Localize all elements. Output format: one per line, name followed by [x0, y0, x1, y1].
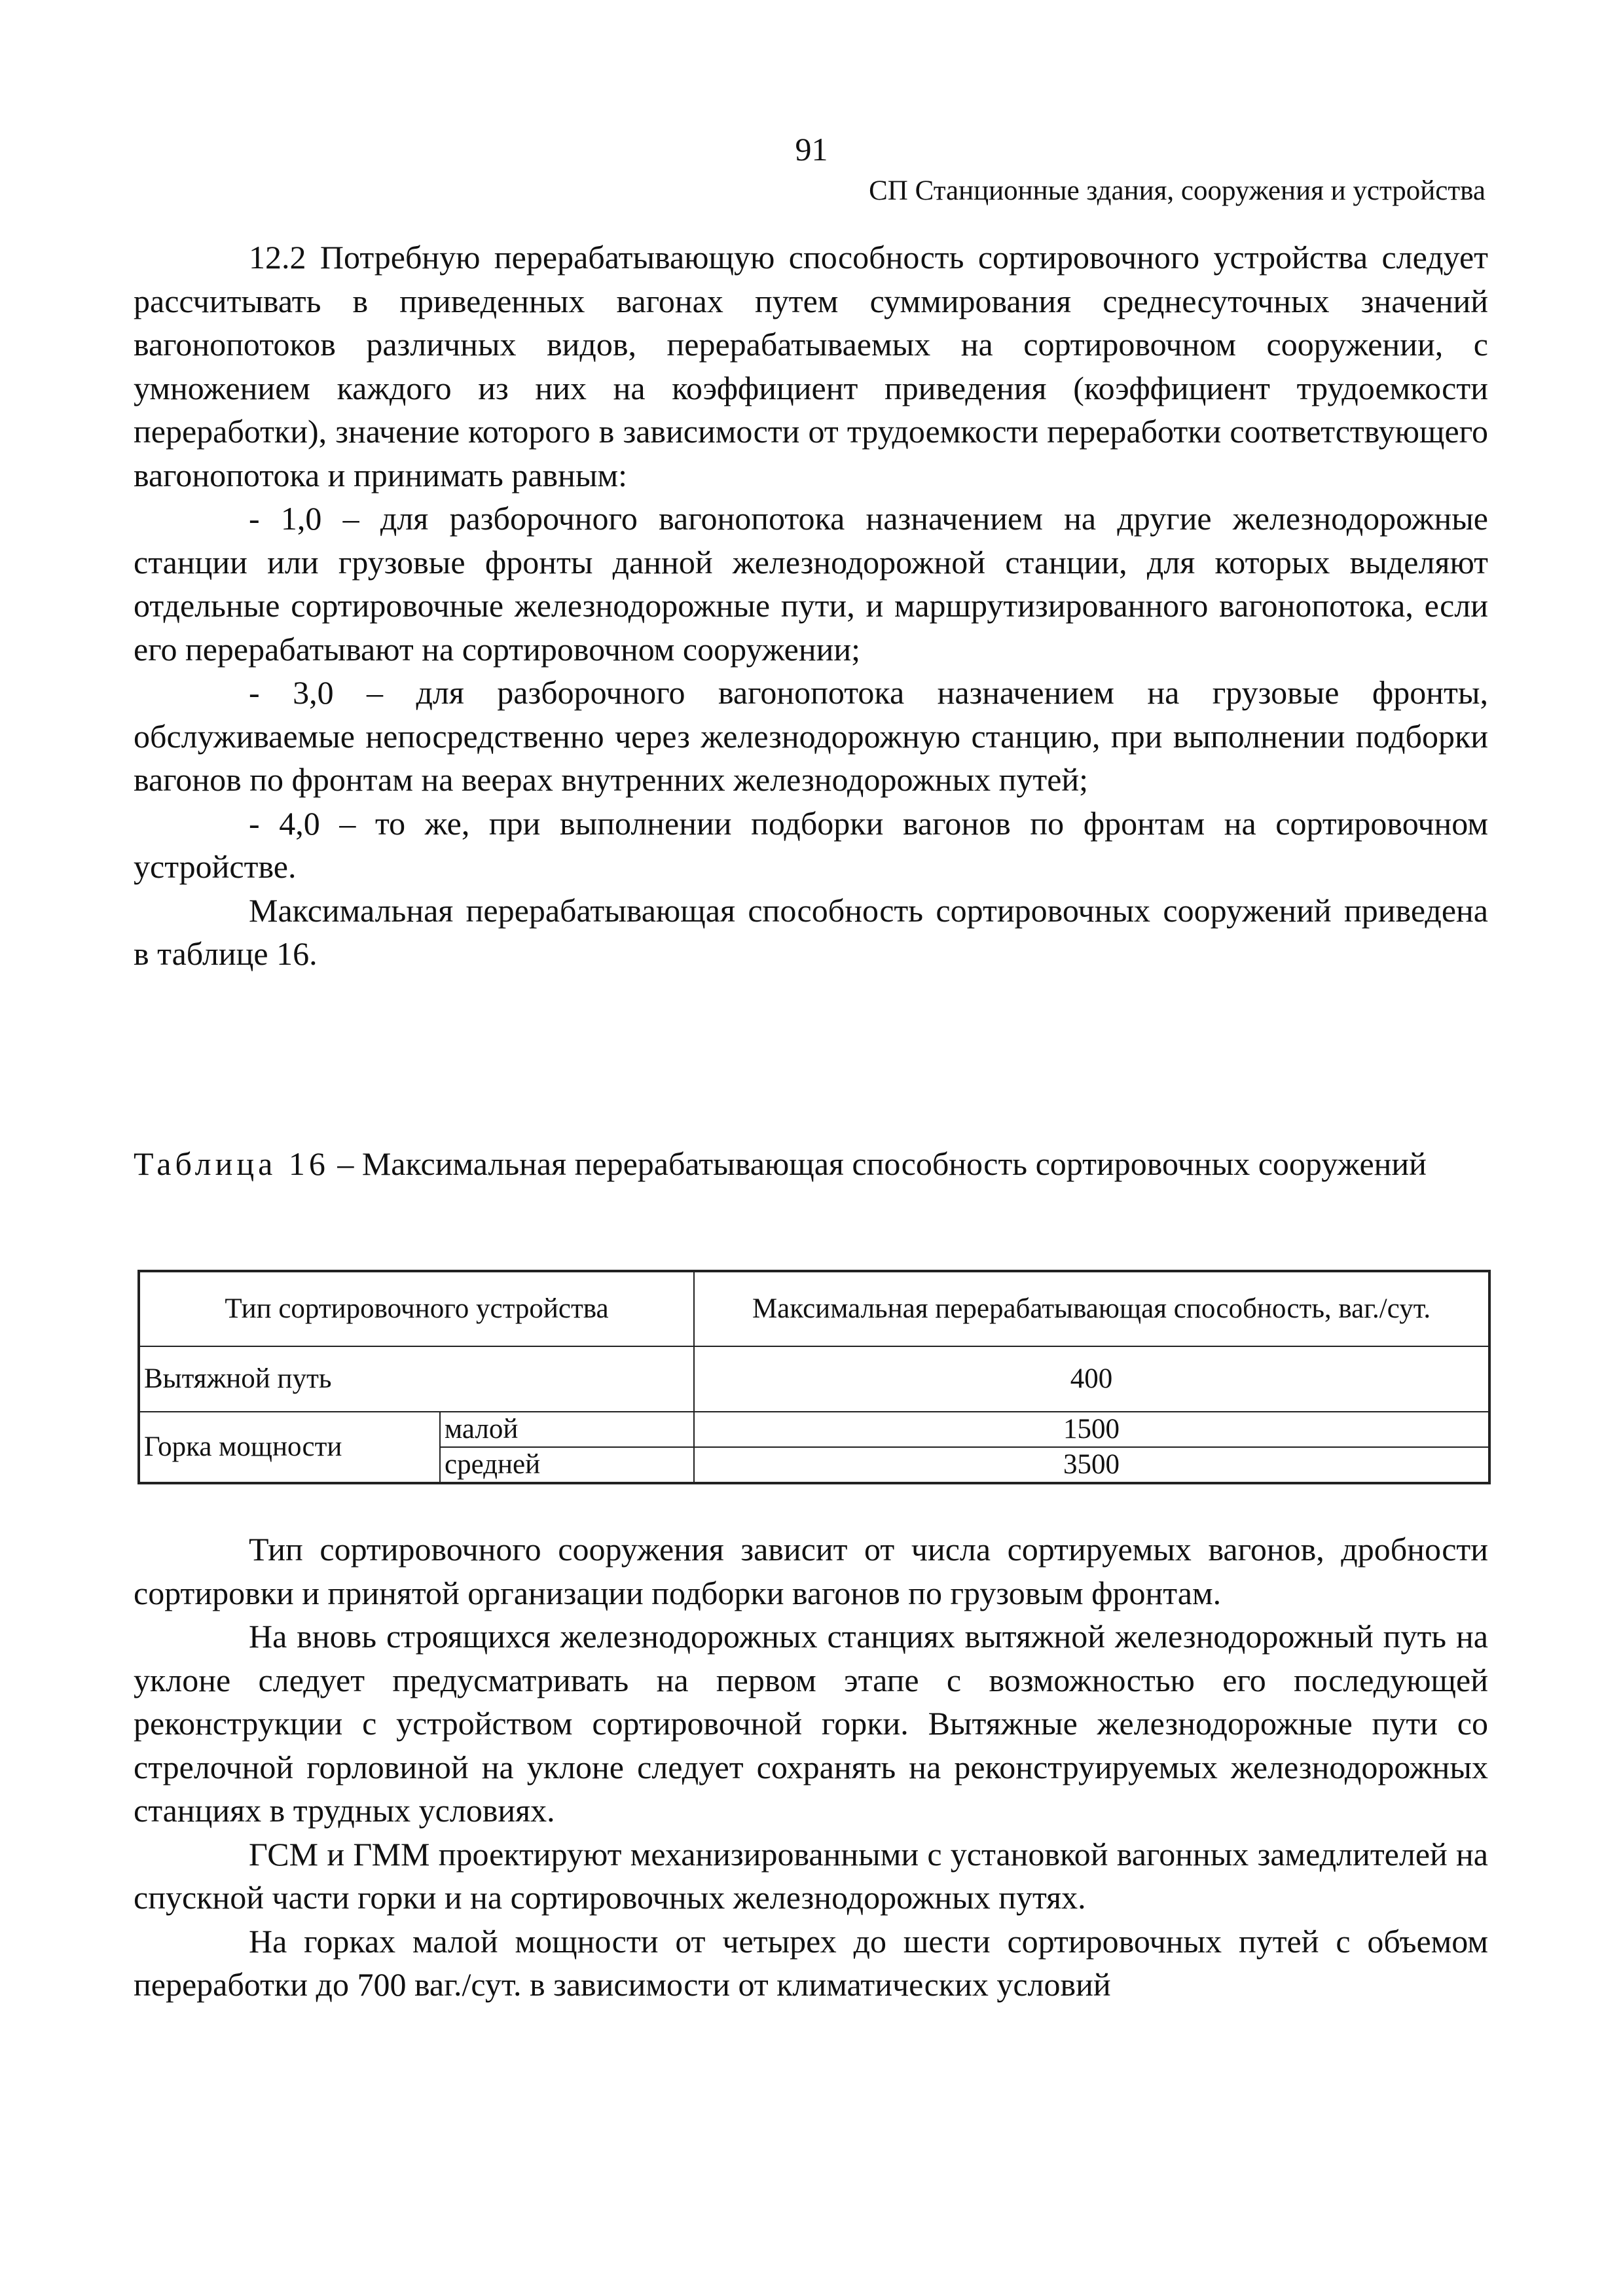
cell-exhaust-value: 400 [694, 1346, 1489, 1412]
cell-hump-low-value: 1500 [694, 1412, 1489, 1447]
header-type: Тип сортировочного устройства [139, 1271, 694, 1346]
capacity-table [137, 1270, 1491, 1484]
paragraph-gsm-gmm: ГСМ и ГММ проектируют механизированными с установкой вагонных замедлителей на спускной части горки и на сортировочных железнодорожных путях. [134, 1835, 1488, 1916]
table-caption-label: Таблица 16 [134, 1145, 329, 1182]
paragraph-coef-1: - 1,0 – для разборочного вагонопотока назначением на другие железнодорожные станции или грузовые фронты данной железнодорожной станции, для которых выделяют отдельные сортировочные железнодорожные пути, и маршрутизированного вагонопотока, если его перерабатывают на сортировочном сооружении; [134, 500, 1488, 668]
table-header-row [139, 1271, 1489, 1346]
paragraph-12-2: 12.2 Потребную перерабатывающую способность сортировочного устройства следует рассчитывать в приведенных вагонах путем суммирования среднесуточных значений вагонопотоков различных видов, перерабатываемых на сортировочном сооружении, с умножением каждого из них на коэффициент приведения (коэффициент трудоемкости переработки), значение которого в зависимости от трудоемкости переработки соответствующего вагонопотока и принимать равным: [134, 239, 1488, 493]
paragraph-coef-3: - 3,0 – для разборочного вагонопотока назначением на грузовые фронты, обслуживаемые непосредственно через железнодорожную станцию, при выполнении подборки вагонов по фронтам на веерах внутренних железнодорожных путей; [134, 674, 1488, 798]
body-text-bottom [134, 1528, 1488, 2007]
table-row [139, 1346, 1489, 1412]
running-header: СП Станционные здания, сооружения и устройства [869, 175, 1486, 206]
paragraph-low-power-humps: На горках малой мощности от четырех до шести сортировочных путей с объемом переработки до 700 ваг./сут. в зависимости от климатических условий [134, 1922, 1488, 2003]
paragraph-table-reference: Максимальная перерабатывающая способность сортировочных сооружений приведена в таблице 16. [134, 891, 1488, 972]
cell-hump-mid-value: 3500 [694, 1447, 1489, 1483]
table-caption-text [134, 1142, 1488, 1186]
cell-hump-low-label: малой [440, 1412, 694, 1447]
page-number: 91 [795, 131, 828, 168]
header-capacity: Максимальная перерабатывающая способность, ваг./сут. [694, 1271, 1489, 1346]
paragraph-type-depends: Тип сортировочного сооружения зависит от числа сортируемых вагонов, дробности сортировки и принятой организации подборки вагонов по грузовым фронтам. [134, 1531, 1488, 1611]
body-text-top [134, 236, 1488, 976]
cell-hump-label: Горка мощности [139, 1412, 440, 1483]
cell-exhaust-label: Вытяжной путь [139, 1346, 694, 1412]
paragraph-new-stations: На вновь строящихся железнодорожных станциях вытяжной железнодорожный путь на уклоне следует предусматривать на первом этапе с возможностью его последующей реконструкции с устройством сортировочной горки. Вытяжные железнодорожные пути со стрелочной горловиной на уклоне следует сохранять на реконструируемых железнодорожных станциях в трудных условиях. [134, 1618, 1488, 1829]
table-caption [134, 1142, 1488, 1186]
table-row [139, 1412, 1489, 1447]
cell-hump-mid-label: средней [440, 1447, 694, 1483]
table-caption-title: – Максимальная перерабатывающая способность сортировочных сооружений [329, 1145, 1427, 1182]
paragraph-coef-4: - 4,0 – то же, при выполнении подборки вагонов по фронтам на сортировочном устройстве. [134, 804, 1488, 885]
